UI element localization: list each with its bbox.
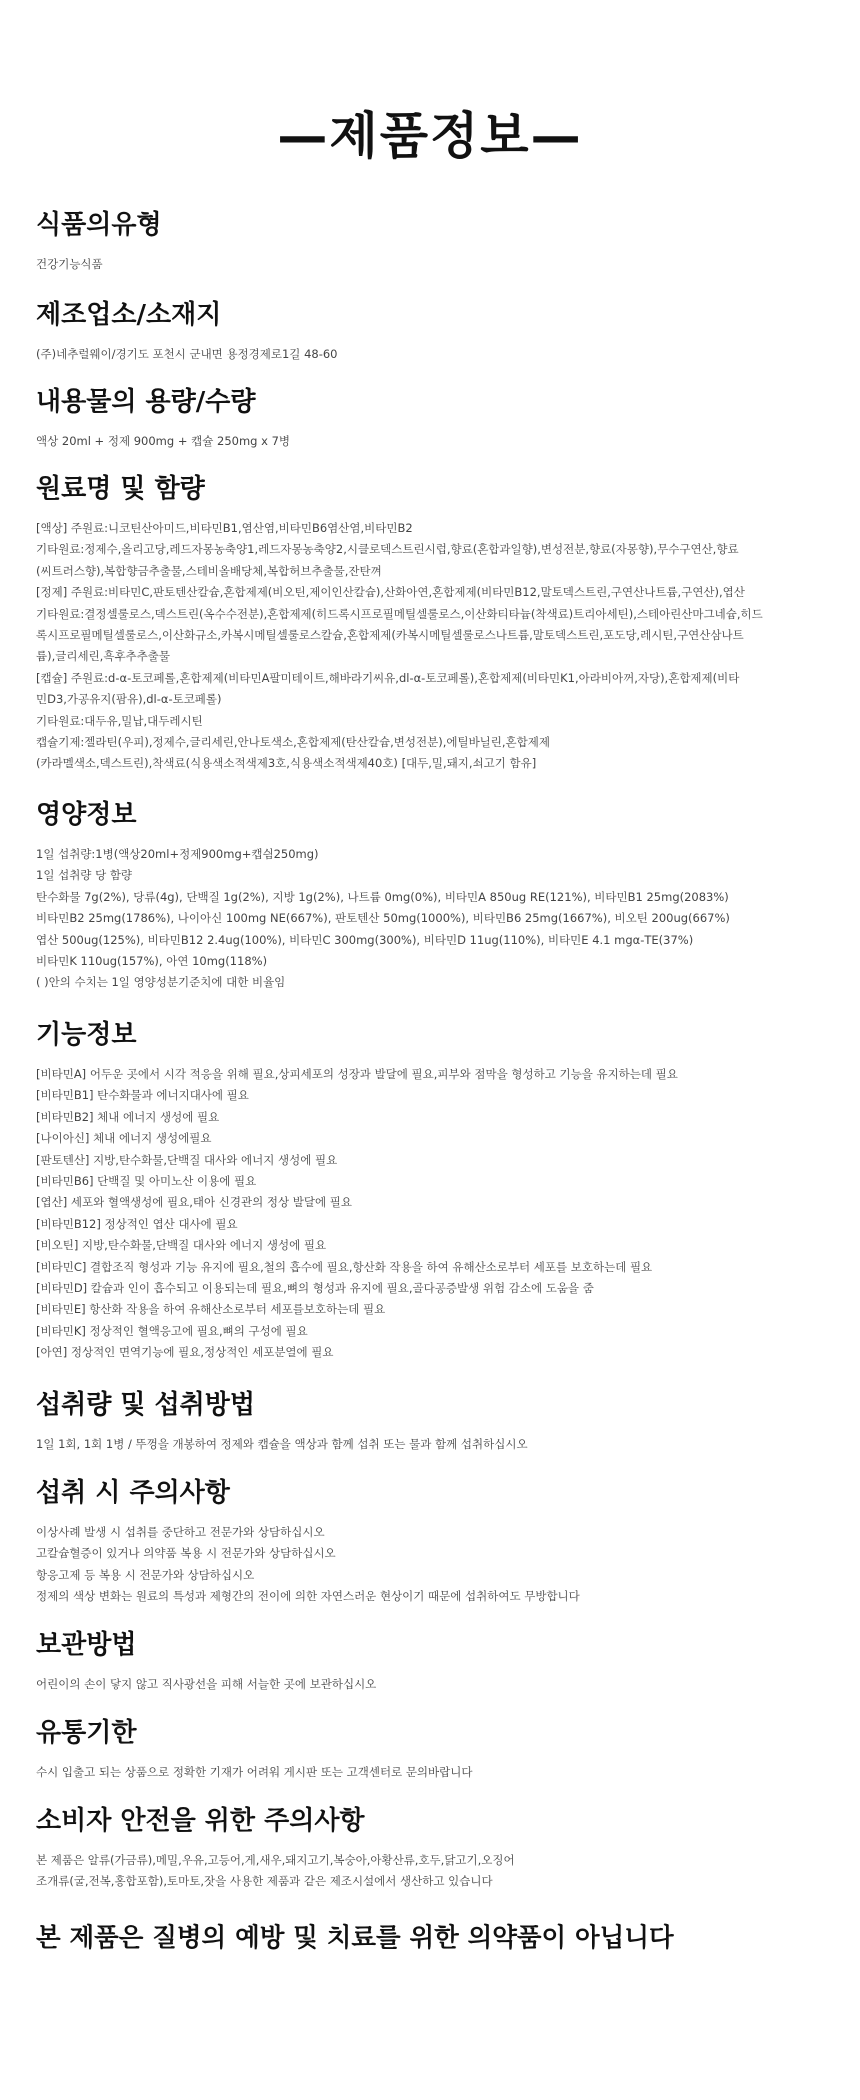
section-heading: 소비자 안전을 위한 주의사항 xyxy=(36,1806,365,1836)
text-line: 본 제품은 알류(가금류),메밀,우유,고등어,게,새우,돼지고기,복숭아,아황산류,호두,닭고기,오징어 xyxy=(36,1853,515,1867)
text-line: 비타민K 110ug(157%), 아연 10mg(118%) xyxy=(36,954,268,969)
section-body xyxy=(36,254,836,275)
section-contents-volume xyxy=(36,387,836,452)
text-line: [비오틴] 지방,탄수화물,단백질 대사와 에너지 생성에 필요 xyxy=(36,1238,327,1253)
text-line: 어린이의 손이 닿지 않고 직사광선을 피해 서늘한 곳에 보관하십시오 xyxy=(36,1677,377,1691)
text-line: [비타민K] 정상적인 혈액응고에 필요,뼈의 구성에 필요 xyxy=(36,1323,308,1338)
section-body xyxy=(36,1850,836,1893)
section-body xyxy=(36,518,836,775)
section-body xyxy=(36,1064,836,1364)
text-line: [판토텐산] 지방,탄수화물,단백질 대사와 에너지 생성에 필요 xyxy=(36,1152,338,1167)
text-line: 정제의 색상 변화는 원료의 특성과 제형간의 전이에 의한 자연스러운 현상이기 때문에 섭취하여도 무방합니다 xyxy=(36,1589,580,1604)
section-nutrition xyxy=(36,800,836,994)
text-line: 이상사례 발생 시 섭취를 중단하고 전문가와 상담하십시오 xyxy=(36,1525,325,1539)
text-line: 기타원료:대두유,밀납,대두레시틴 xyxy=(36,713,203,728)
text-line: [비타민C] 결합조직 형성과 기능 유지에 필요,철의 흡수에 필요,항산화 작용을 하여 유해산소로부터 세포를 보호하는데 필요 xyxy=(36,1259,653,1274)
text-line: 캡슐기제:젤라틴(우피),정제수,글리세린,안나토색소,혼합제제(탄산칼슘,변성전분),에틸바닐린,혼합제제 xyxy=(36,735,550,750)
section-storage xyxy=(36,1630,836,1695)
text-line: 건강기능식품 xyxy=(36,257,103,271)
text-line: [액상] 주원료:니코틴산아미드,비타민B1,염산염,비타민B6염산염,비타민B2 xyxy=(36,521,413,535)
section-heading: 내용물의 용량/수량 xyxy=(36,387,256,417)
section-body xyxy=(36,1434,836,1455)
text-line: 1일 섭취량:1병(액상20ml+정제900mg+캡싐250mg) xyxy=(36,847,319,861)
text-line: [비타민E] 항산화 작용을 하여 유해산소로부터 세포를보호하는데 필요 xyxy=(36,1302,386,1317)
section-intake-cautions xyxy=(36,1478,836,1608)
text-line: [캡슐] 주원료:d-α-토코페롤,혼합제제(비타민A팔미테이트,해바라기씨유,dl-α-토코페롤),혼합제제(비타민K1,아라비아꺼,자당),혼합제제(비타 xyxy=(36,670,740,685)
text-line: [정제] 주원료:비타민C,판토텐산칼슘,혼합제제(비오틴,제이인산칼슘),산화아연,혼합제제(비타민B12,말토덱스트린,구연산나트륨,구연산),엽산 xyxy=(36,585,745,600)
text-line: [비타민A] 어두운 곳에서 시각 적응을 위해 필요,상피세포의 성장과 발달에 필요,피부와 점막을 형성하고 기능을 유지하는데 필요 xyxy=(36,1067,678,1081)
page-title: —제품정보— xyxy=(277,107,583,165)
section-heading: 섭취 시 주의사항 xyxy=(36,1478,230,1508)
section-body xyxy=(36,1522,836,1608)
text-line: [비타민B12] 정상적인 엽산 대사에 필요 xyxy=(36,1216,238,1231)
section-expiration xyxy=(36,1718,836,1783)
text-line: (카라멜색소,덱스트린),착색료(식용색소적색제3호,식용색소적색제40호) [대두,밀,돼지,쇠고기 함유] xyxy=(36,756,537,771)
text-line: (씨트러스향),복합향금추출물,스테비올배당체,복합허브추출물,잔탄껴 xyxy=(36,563,382,578)
text-line: [비타민D] 칼슘과 인이 흡수되고 이용되는데 필요,뼈의 형성과 유지에 필요,골다공증발생 위험 감소에 도움을 줌 xyxy=(36,1281,594,1296)
text-line: 고칼슘혈증이 있거나 의약품 복용 시 전문가와 상담하십시오 xyxy=(36,1546,336,1561)
text-line: (주)네추럴웨이/경기도 포천시 군내면 용정경제로1길 48-60 xyxy=(36,347,338,361)
section-body xyxy=(36,344,836,365)
section-body xyxy=(36,844,836,994)
section-body xyxy=(36,1762,836,1783)
text-line: 조개류(굴,전복,홍합포함),토마토,잣을 사용한 제품과 같은 제조시설에서 생산하고 있습니다 xyxy=(36,1874,493,1889)
text-line: 비타민B2 25mg(1786%), 나이아신 100mg NE(667%), 판토텐산 50mg(1000%), 비타민B6 25mg(1667%), 비오틴 200ug(667%) xyxy=(36,911,730,926)
text-line: 기타원료:정제수,올리고당,레드자몽농축양1,레드자몽농축양2,시클로덱스트린시럽,향료(혼합과일향),변성전분,향료(자몽향),무수구연산,향료 xyxy=(36,542,739,557)
text-line: 수시 입출고 되는 상품으로 정확한 기재가 어려워 게시판 또는 고객센터로 문의바랍니다 xyxy=(36,1765,473,1779)
section-body xyxy=(36,431,836,452)
section-heading: 원료명 및 함량 xyxy=(36,474,205,504)
text-line: 탄수화물 7g(2%), 당류(4g), 단백질 1g(2%), 지방 1g(2%), 나트륨 0mg(0%), 비타민A 850ug RE(121%), 비타민B1 25mg(2083%) xyxy=(36,889,729,904)
text-line: 액상 20ml + 정제 900mg + 캡슐 250mg x 7병 xyxy=(36,434,290,448)
text-line: 1일 1회, 1회 1병 / 뚜껑을 개봉하여 정제와 캡슐을 액상과 함께 섭취 또는 물과 함께 섭취하십시오 xyxy=(36,1437,528,1451)
section-heading: 식품의유형 xyxy=(36,210,162,240)
text-line: [비타민B2] 체내 에너지 생성에 필요 xyxy=(36,1109,220,1124)
section-manufacturer xyxy=(36,300,836,365)
final-notice: 본 제품은 질병의 예방 및 치료를 위한 의약품이 아닙니다 xyxy=(36,1923,674,1953)
text-line: [엽산] 세포와 혈액생성에 필요,태아 신경관의 정상 발달에 필요 xyxy=(36,1195,352,1210)
section-heading: 섭취량 및 섭취방법 xyxy=(36,1390,256,1420)
section-consumer-safety xyxy=(36,1806,836,1893)
text-line: 기타원료:결정셀룰로스,덱스트린(옥수수전분),혼합제제(히드록시프로필메틸셀룰로스,이산화티타늄(착색료)트리아세틴),스테아린산마그네슘,히드 xyxy=(36,606,763,621)
text-line: 륨),글리세린,흑후추추출물 xyxy=(36,649,170,664)
text-line: [비타민B6] 단백질 및 아미노산 이용에 필요 xyxy=(36,1174,257,1189)
text-line: 항응고제 등 복용 시 전문가와 상담하십시오 xyxy=(36,1567,255,1582)
section-heading: 보관방법 xyxy=(36,1630,137,1660)
text-line: [나이아신] 체내 에너지 생성에필요 xyxy=(36,1131,212,1146)
section-ingredients xyxy=(36,474,836,775)
section-food-type xyxy=(36,210,836,275)
text-line: 엽산 500ug(125%), 비타민B12 2.4ug(100%), 비타민C 300mg(300%), 비타민D 11ug(110%), 비타민E 4.1 mgα-TE(37%) xyxy=(36,932,694,947)
text-line: 록시프로필메틸셀룰로스,이산화규소,카복시메틸셀룰로스칼슘,혼합제제(카복시메틸셀룰로스나트륨,말토덱스트린,포도당,레시틴,구연산삼나트 xyxy=(36,628,744,643)
text-line: 민D3,가공유지(팜유),dl-α-토코페롤) xyxy=(36,692,222,707)
section-heading: 기능정보 xyxy=(36,1020,137,1050)
section-heading: 영양정보 xyxy=(36,800,137,830)
section-heading: 유통기한 xyxy=(36,1718,137,1748)
section-intake-method xyxy=(36,1390,836,1455)
section-function xyxy=(36,1020,836,1364)
section-heading: 제조업소/소재지 xyxy=(36,300,222,330)
text-line: 1일 섭취량 당 함량 xyxy=(36,868,133,883)
text-line: [비타민B1] 탄수화물과 에너지대사에 필요 xyxy=(36,1088,249,1103)
text-line: [아연] 정상적인 면역기능에 필요,정상적인 세포분열에 필요 xyxy=(36,1345,334,1360)
section-body xyxy=(36,1674,836,1695)
text-line: ( )안의 수치는 1일 영양성분기준치에 대한 비율임 xyxy=(36,975,286,990)
